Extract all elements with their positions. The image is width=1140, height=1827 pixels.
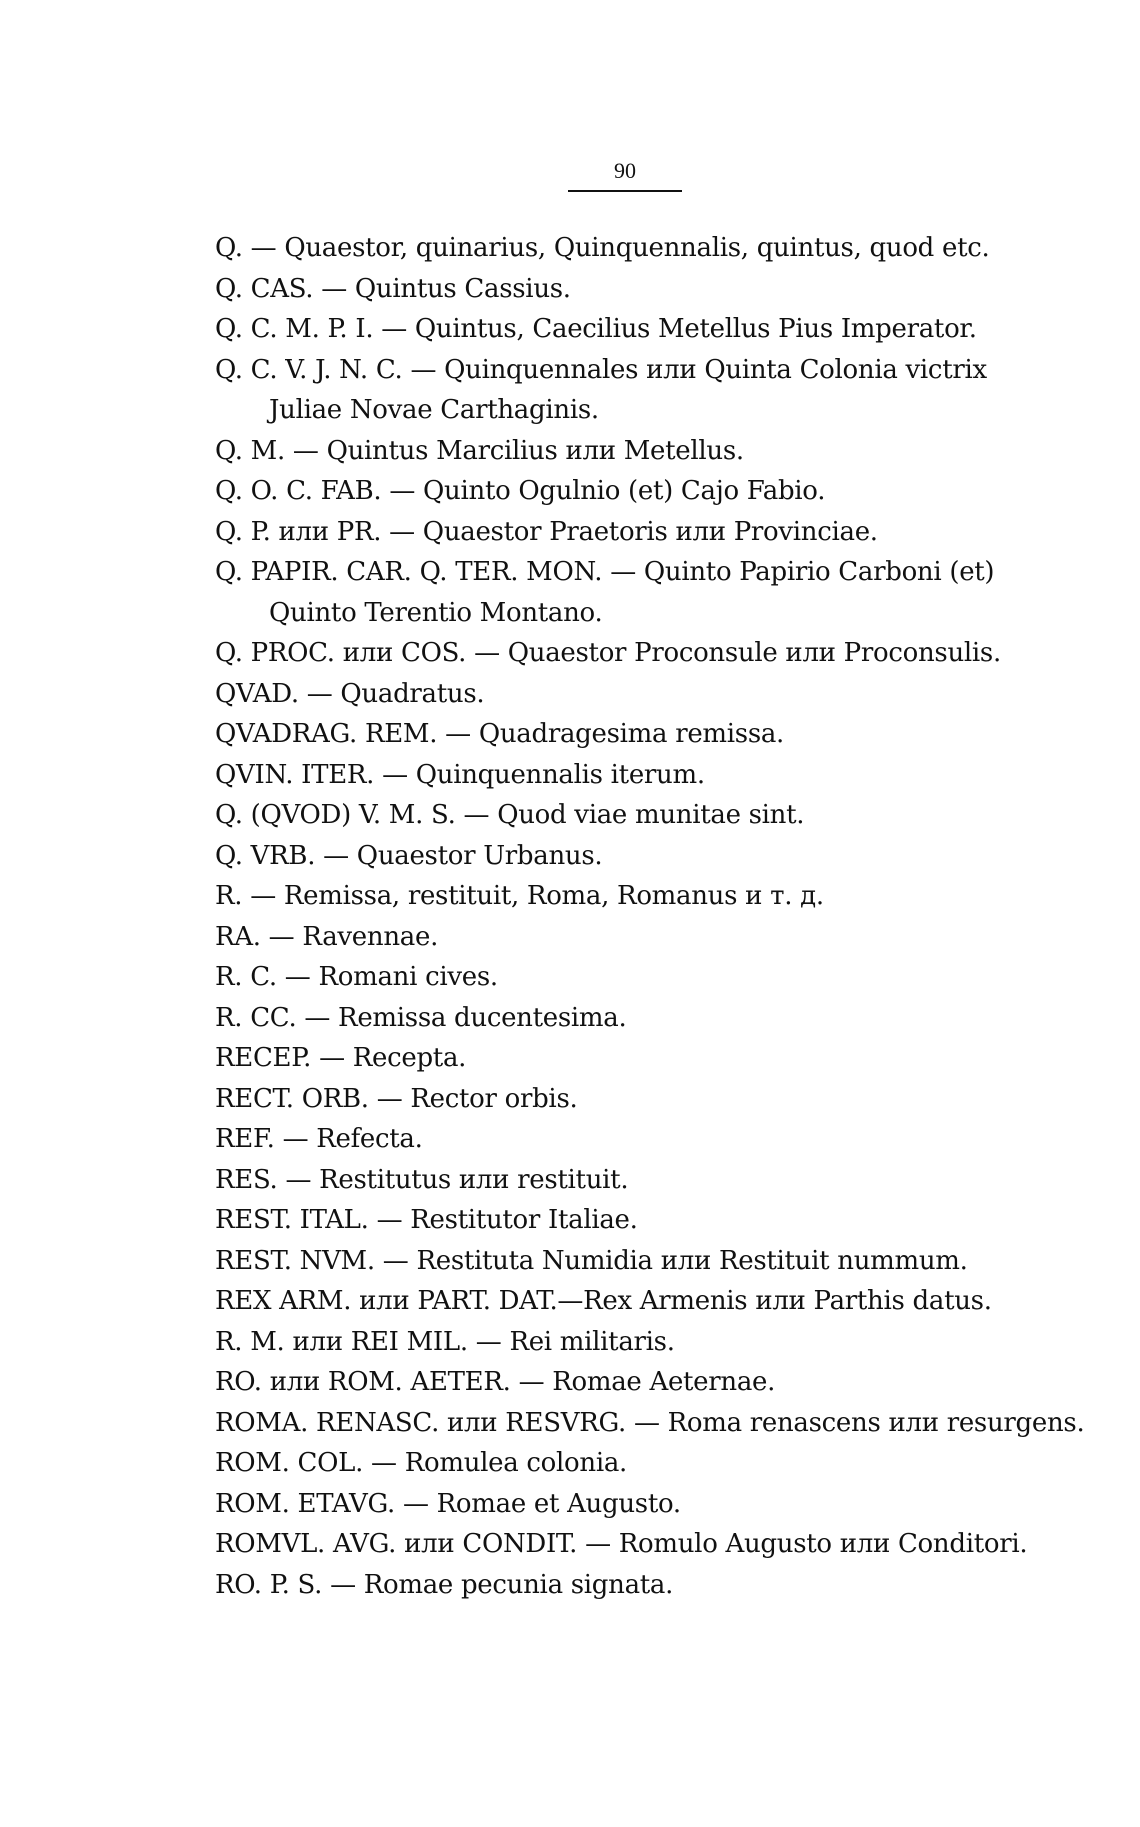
entry-text: Q. C. M. P. I. — Quintus, Caecilius Metellus Pius Imperator. xyxy=(215,314,977,344)
entry-text: Q. PROC. или COS. — Quaestor Proconsule или Proconsulis. xyxy=(215,638,1001,668)
entry-text: ROM. COL. — Romulea colonia. xyxy=(215,1448,628,1478)
entry-text: QVAD. — Quadratus. xyxy=(215,678,485,709)
entry xyxy=(215,228,1035,269)
entry xyxy=(215,1362,1035,1403)
entry xyxy=(215,755,1035,796)
entry-text: R. M. или REI MIL. — Rei militaris. xyxy=(215,1326,675,1357)
entry-text: Q. C. V. J. N. C. — Quinquennales или Quinta Colonia victrix xyxy=(215,354,987,385)
entry-text: R. CC. — Remissa ducentesima. xyxy=(215,1002,627,1033)
entry-text: QVADRAG. REM. — Quadragesima remissa. xyxy=(215,719,785,749)
entry xyxy=(215,1200,1035,1241)
entry xyxy=(215,269,1035,310)
entry-text: ROM. ETAVG. — Romae et Augusto. xyxy=(215,1488,681,1519)
entry-text: ROMVL. AVG. или CONDIT. — Romulo Augusto или Conditori. xyxy=(215,1529,1028,1559)
entry-text: RO. или ROM. AETER. — Romae Aeternae. xyxy=(215,1367,776,1397)
entry-text: RO. P. S. — Romae pecunia signata. xyxy=(215,1569,674,1600)
entry-text: RECEP. — Recepta. xyxy=(215,1043,467,1073)
entry xyxy=(215,1565,1035,1606)
entry-text: RECT. ORB. — Rector orbis. xyxy=(215,1083,578,1114)
entry-text: Q. O. C. FAB. — Quinto Ogulnio (et) Cajo Fabio. xyxy=(215,476,826,506)
entry xyxy=(215,1484,1035,1525)
entry xyxy=(215,957,1035,998)
entry-text: REX ARM. или PART. DAT.—Rex Armenis или Parthis datus. xyxy=(215,1286,992,1316)
entry xyxy=(215,1322,1035,1363)
entry xyxy=(215,309,1035,350)
entry xyxy=(215,350,1035,431)
entry xyxy=(215,431,1035,472)
entry-text: QVIN. ITER. — Quinquennalis iterum. xyxy=(215,759,705,790)
entry-text: Q. (QVOD) V. M. S. — Quod viae munitae sint. xyxy=(215,800,805,830)
entry-text: Q. CAS. — Quintus Cassius. xyxy=(215,273,571,304)
entry-continuation: Quinto Terentio Montano. xyxy=(269,597,603,628)
entry xyxy=(215,917,1035,958)
header-rule xyxy=(568,190,682,192)
entry xyxy=(215,471,1035,512)
entry-text: REF. — Refecta. xyxy=(215,1124,423,1154)
entry-text: Q. — Quaestor, quinarius, Quinquennalis, quintus, quod etc. xyxy=(215,233,990,263)
entry xyxy=(215,836,1035,877)
entry-continuation: Juliae Novae Carthaginis. xyxy=(269,395,599,425)
entry xyxy=(215,1038,1035,1079)
entry xyxy=(215,876,1035,917)
entry xyxy=(215,552,1035,633)
entry-text: ROMA. RENASC. или RESVRG. — Roma renascens или resurgens. xyxy=(215,1407,1085,1438)
entry-text: REST. NVM. — Restituta Numidia или Restituit nummum. xyxy=(215,1245,968,1276)
entry-text: Q. PAPIR. CAR. Q. TER. MON. — Quinto Papirio Carboni (et) xyxy=(215,557,995,587)
entry xyxy=(215,1524,1035,1565)
entry xyxy=(215,1443,1035,1484)
entry xyxy=(215,512,1035,553)
entry-text: RES. — Restitutus или restituit. xyxy=(215,1164,629,1195)
abbreviation-list xyxy=(215,228,1085,1605)
entry-text: Q. VRB. — Quaestor Urbanus. xyxy=(215,840,603,871)
entry xyxy=(215,1403,1085,1444)
entry-text: RA. — Ravennae. xyxy=(215,921,439,952)
entry xyxy=(215,674,1035,715)
entry xyxy=(215,795,1035,836)
entry xyxy=(215,714,1035,755)
entry-text: REST. ITAL. — Restitutor Italiae. xyxy=(215,1205,638,1235)
page-number: 90 xyxy=(614,158,636,183)
entry-text: Q. P. или PR. — Quaestor Praetoris или Provinciae. xyxy=(215,516,878,547)
entry-text: Q. M. — Quintus Marcilius или Metellus. xyxy=(215,435,744,466)
entry xyxy=(215,1079,1035,1120)
entry-text: R. C. — Romani cives. xyxy=(215,962,498,992)
entry xyxy=(215,1281,1035,1322)
entry xyxy=(215,633,1035,674)
entry xyxy=(215,1160,1035,1201)
entry xyxy=(215,1119,1035,1160)
entry xyxy=(215,998,1035,1039)
entry-text: R. — Remissa, restituit, Roma, Romanus и т. д. xyxy=(215,881,824,911)
entry xyxy=(215,1241,1035,1282)
